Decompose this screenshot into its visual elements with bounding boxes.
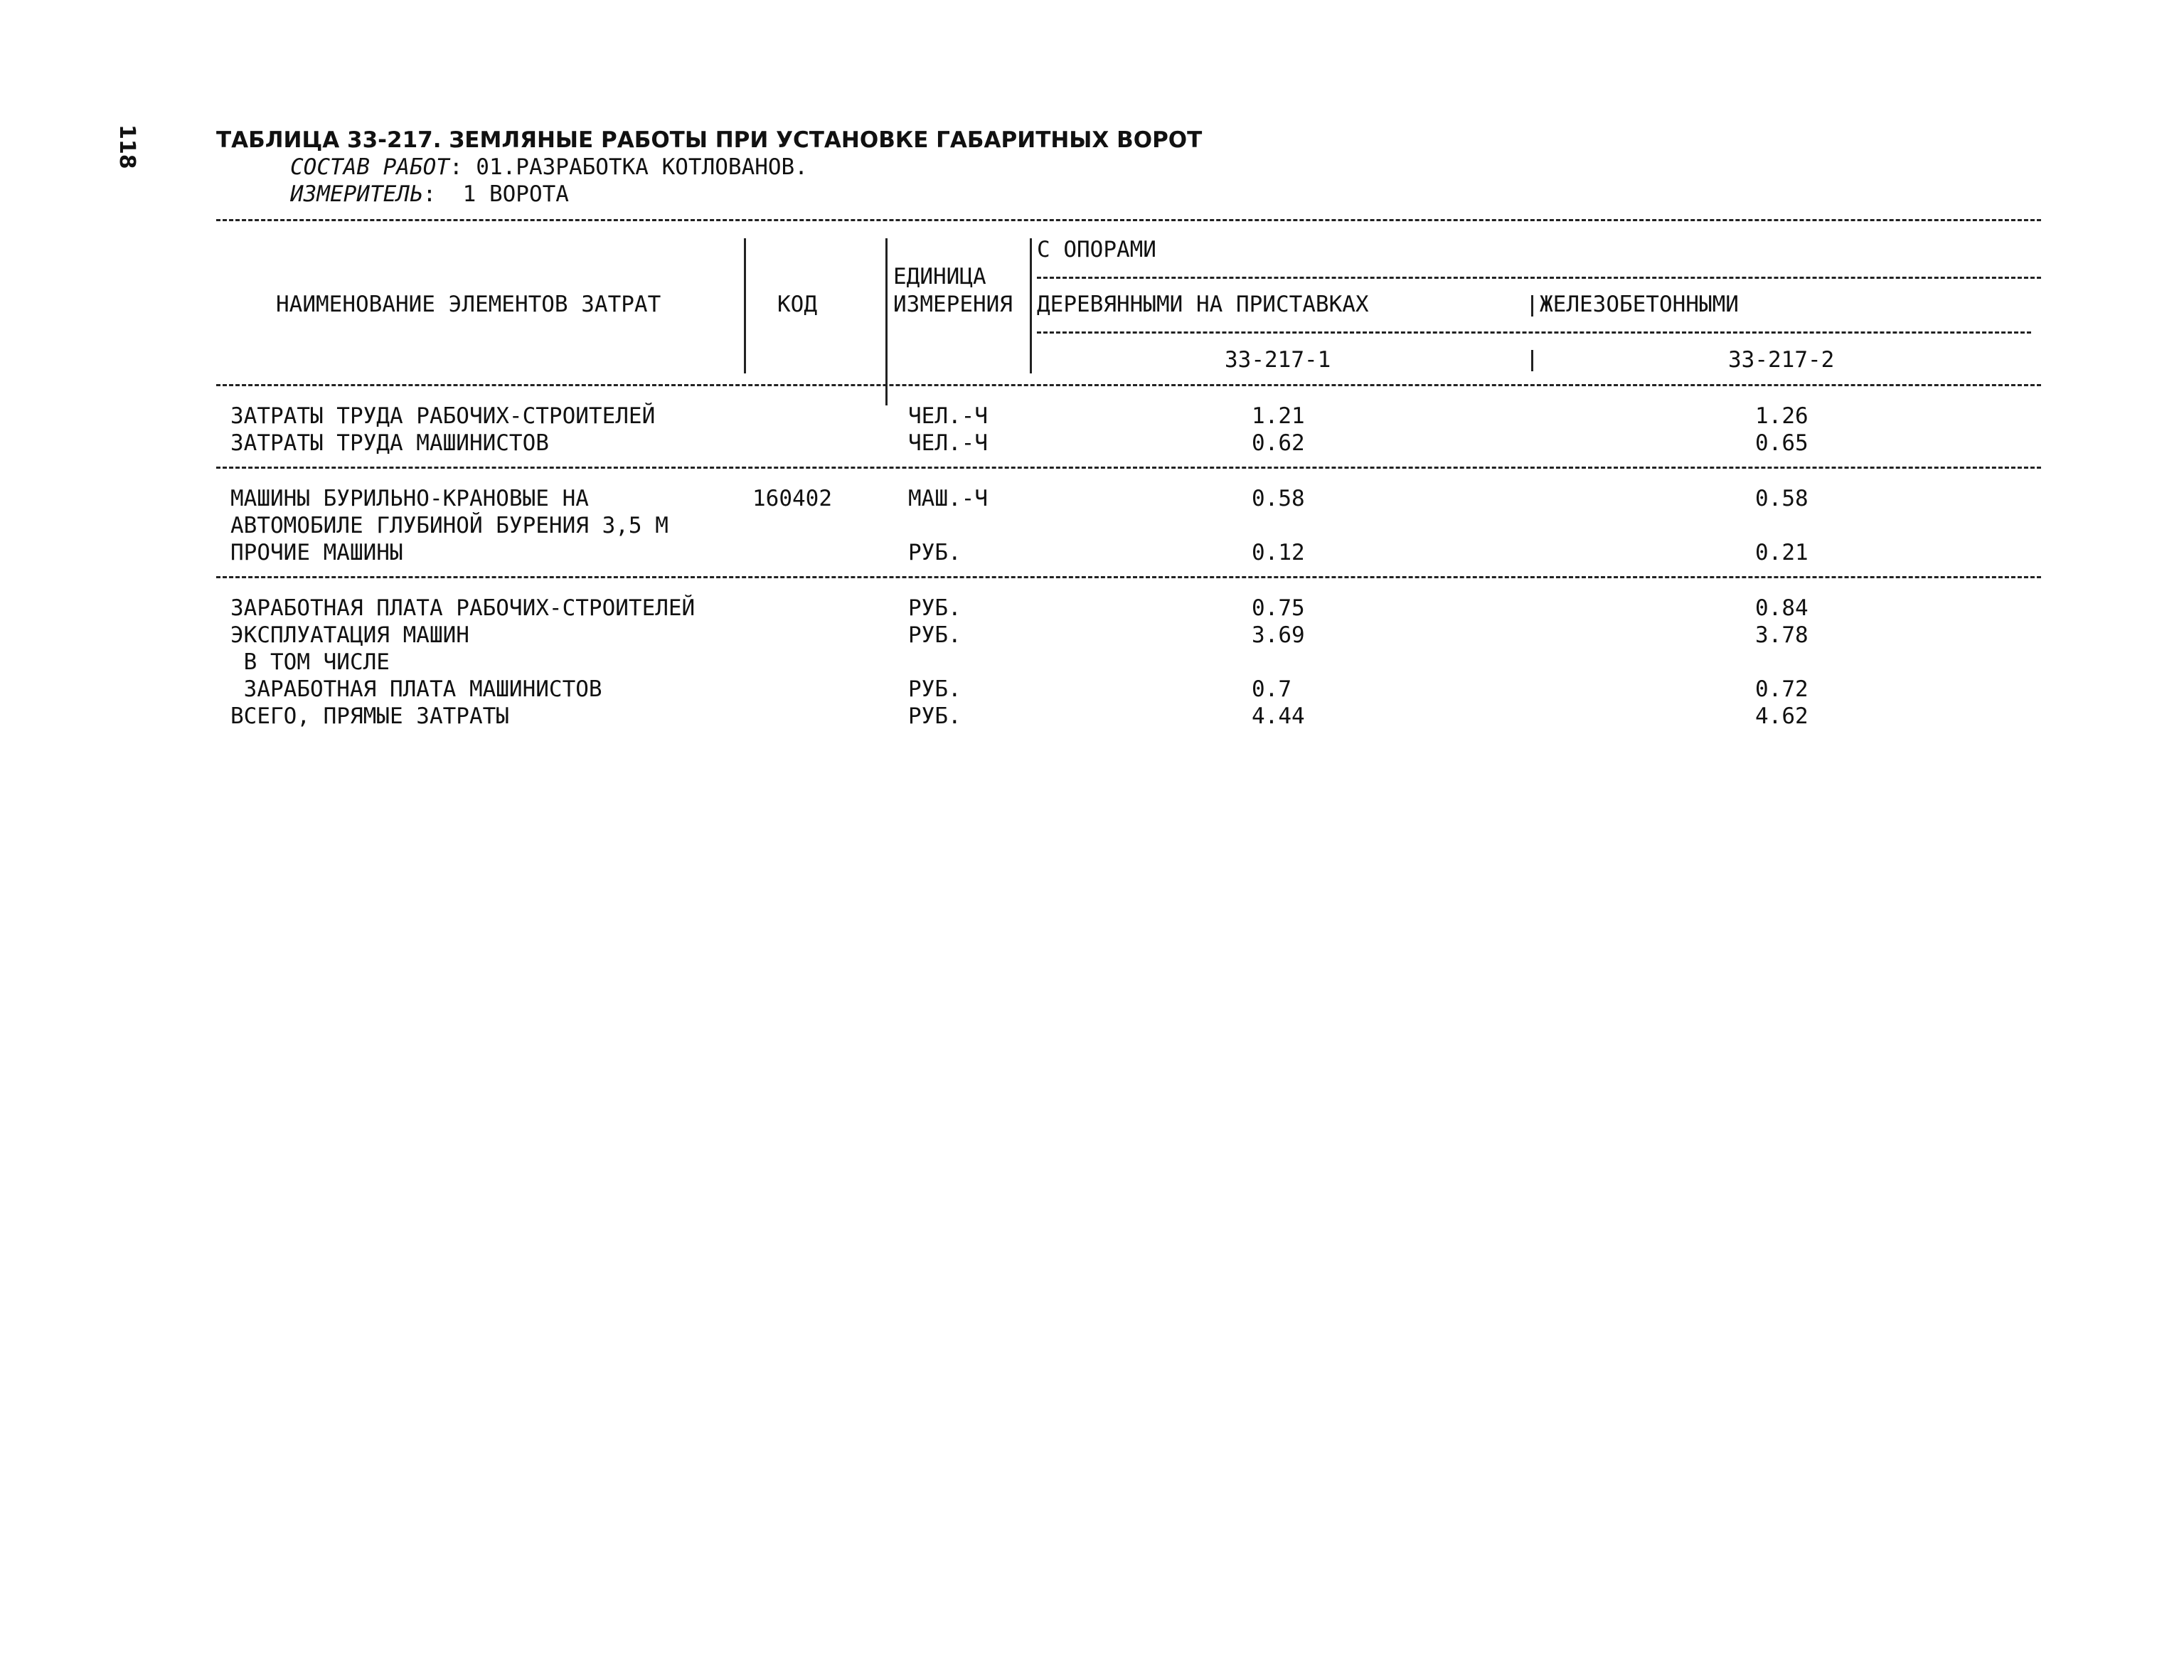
header-bottom-rule <box>216 384 2041 386</box>
header-divider-code <box>885 238 888 405</box>
row-value-col2: 0.72 <box>1755 676 1809 702</box>
row-name: ЗАТРАТЫ ТРУДА РАБОЧИХ-СТРОИТЕЛЕЙ <box>230 403 656 429</box>
row-unit: МАШ.-Ч <box>908 486 988 511</box>
row-name: ЭКСПЛУАТАЦИЯ МАШИН <box>230 622 469 648</box>
row-name: В ТОМ ЧИСЛЕ <box>230 649 390 675</box>
row-code: 160402 <box>752 486 832 511</box>
header-top-rule <box>216 219 2041 221</box>
header-divider-unit <box>1030 238 1032 373</box>
row-name: ПРОЧИЕ МАШИНЫ <box>230 540 403 565</box>
row-value-col2: 0.84 <box>1755 595 1809 621</box>
measure-value: : 1 ВОРОТА <box>422 181 569 207</box>
row-name: ЗАРАБОТНАЯ ПЛАТА МАШИНИСТОВ <box>230 676 602 702</box>
page-number: 118 <box>114 124 139 169</box>
row-name: АВТОМОБИЛЕ ГЛУБИНОЙ БУРЕНИЯ 3,5 М <box>230 513 668 538</box>
header-col1: ДЕРЕВЯННЫМИ НА ПРИСТАВКАХ <box>1037 292 1369 317</box>
row-name: МАШИНЫ БУРИЛЬНО-КРАНОВЫЕ НА <box>230 486 589 511</box>
row-value-col2: 1.26 <box>1755 403 1809 429</box>
row-value-col2: 0.21 <box>1755 540 1809 565</box>
header-code: КОД <box>777 292 817 317</box>
row-unit: ЧЕЛ.-Ч <box>908 403 988 429</box>
measure-line <box>290 181 569 208</box>
group-rule <box>216 576 2041 578</box>
row-value-col2: 4.62 <box>1755 703 1809 729</box>
row-unit: ЧЕЛ.-Ч <box>908 430 988 456</box>
row-value-col1: 0.75 <box>1252 595 1305 621</box>
header-col2: ЖЕЛЕЗОБЕТОННЫМИ <box>1540 292 1739 317</box>
measure-label: ИЗМЕРИТЕЛЬ <box>290 181 423 207</box>
row-value-col1: 0.62 <box>1252 430 1305 456</box>
group-rule <box>216 467 2041 469</box>
row-value-col2: 3.78 <box>1755 622 1809 648</box>
row-name: ВСЕГО, ПРЯМЫЕ ЗАТРАТЫ <box>230 703 509 729</box>
row-name: ЗАРАБОТНАЯ ПЛАТА РАБОЧИХ-СТРОИТЕЛЕЙ <box>230 595 696 621</box>
row-value-col1: 1.21 <box>1252 403 1305 429</box>
row-value-col1: 0.58 <box>1252 486 1305 511</box>
row-unit: РУБ. <box>908 540 962 565</box>
composition-value: : 01.РАЗРАБОТКА КОТЛОВАНОВ. <box>449 154 808 180</box>
row-unit: РУБ. <box>908 703 962 729</box>
row-value-col1: 0.12 <box>1252 540 1305 565</box>
row-value-col2: 0.58 <box>1755 486 1809 511</box>
header-col-rule <box>1037 331 2031 334</box>
header-divider-col1-top <box>1531 295 1533 317</box>
row-value-col1: 4.44 <box>1252 703 1305 729</box>
header-name: НАИМЕНОВАНИЕ ЭЛЕМЕНТОВ ЗАТРАТ <box>276 292 661 317</box>
header-col2-code: 33-217-2 <box>1728 347 1835 373</box>
row-unit: РУБ. <box>908 622 962 648</box>
row-unit: РУБ. <box>908 595 962 621</box>
composition-line <box>290 154 808 181</box>
row-value-col1: 0.7 <box>1252 676 1291 702</box>
header-col1-code: 33-217-1 <box>1225 347 1331 373</box>
header-divider-name <box>744 238 746 373</box>
header-group-rule <box>1037 277 2041 279</box>
header-unit-2: ИЗМЕРЕНИЯ <box>893 292 1013 317</box>
header-unit-1: ЕДИНИЦА <box>893 264 986 289</box>
row-unit: РУБ. <box>908 676 962 702</box>
header-divider-col1-bottom <box>1531 350 1533 371</box>
header-group: С ОПОРАМИ <box>1037 237 1156 262</box>
composition-label: СОСТАВ РАБОТ <box>290 154 449 180</box>
table-title: ТАБЛИЦА 33-217. ЗЕМЛЯНЫЕ РАБОТЫ ПРИ УСТАНОВКЕ ГАБАРИТНЫХ ВОРОТ <box>216 127 1203 153</box>
row-name: ЗАТРАТЫ ТРУДА МАШИНИСТОВ <box>230 430 549 456</box>
row-value-col2: 0.65 <box>1755 430 1809 456</box>
row-value-col1: 3.69 <box>1252 622 1305 648</box>
